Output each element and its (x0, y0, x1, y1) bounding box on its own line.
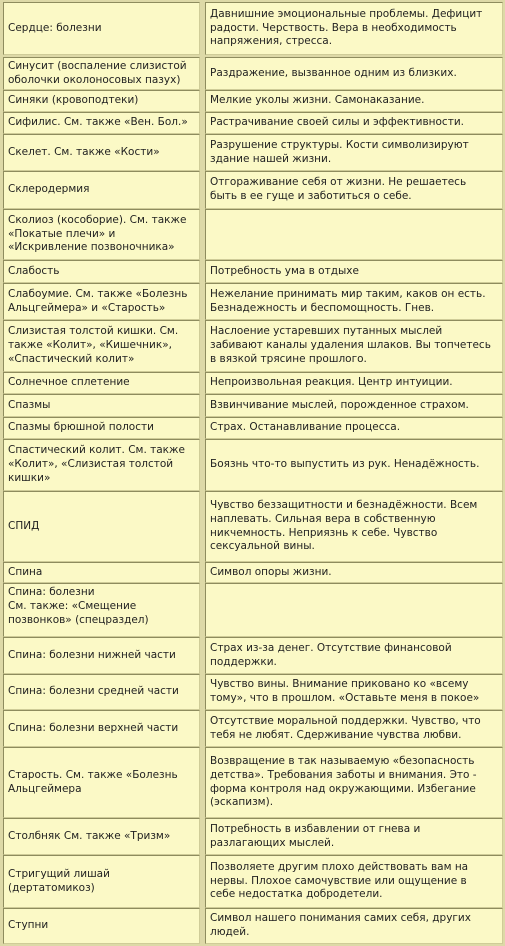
meaning-cell (205, 112, 503, 134)
meaning-text: Мелкие уколы жизни. Самонаказание. (210, 94, 425, 107)
meaning-text: Нежелание принимать мир таким, каков он есть. Безнадежность и беспомощность. Гнев. (210, 287, 486, 314)
term-cell (3, 112, 200, 134)
table-row (0, 394, 505, 417)
table-row (0, 710, 505, 747)
term-text: Спина: болезни нижней части (8, 648, 176, 661)
meaning-cell (205, 583, 503, 637)
meaning-cell (205, 320, 503, 372)
table-row (0, 112, 505, 134)
term-cell (3, 674, 200, 710)
meaning-cell (205, 710, 503, 747)
table-row (0, 562, 505, 583)
term-text: Спастический колит. См. также «Колит», «Слизистая толстой кишки» (8, 444, 185, 484)
term-cell (3, 818, 200, 855)
term-text: Столбняк См. также «Тризм» (8, 829, 171, 842)
term-text: Спина: болезни средней части (8, 685, 179, 698)
table-row (0, 637, 505, 674)
meaning-cell (205, 439, 503, 491)
term-cell (3, 710, 200, 747)
table-row (0, 260, 505, 283)
table-row (0, 908, 505, 944)
meaning-cell (205, 394, 503, 417)
term-text: Сколиоз (кособорие). См. также «Покатые плечи» и «Искривление позвоночника» (8, 213, 187, 254)
meaning-cell (205, 417, 503, 439)
meaning-text: Чувство вины. Внимание приковано ко «всему тому», что в прошлом. «Оставьте меня в покое» (210, 678, 480, 704)
term-cell (3, 394, 200, 417)
table-row (0, 209, 505, 260)
meaning-cell (205, 283, 503, 320)
term-text: Слизистая толстой кишки. См. также «Колит», «Кишечник», «Спастический колит» (8, 325, 179, 365)
meaning-cell (205, 90, 503, 112)
term-text: Склеродермия (8, 183, 90, 196)
meaning-text: Позволяете другим плохо действовать вам на нервы. Плохое самочувствие или ощущение в себе недостатка добродетели. (210, 860, 469, 901)
term-cell (3, 283, 200, 320)
meaning-text: Разрушение структуры. Кости символизируют здание нашей жизни. (210, 138, 469, 165)
table-row (0, 439, 505, 491)
meaning-cell (205, 674, 503, 710)
term-text: Скелет. См. также «Кости» (8, 145, 160, 158)
meaning-cell (205, 491, 503, 562)
term-text: Слабость (8, 264, 60, 277)
table-row (0, 90, 505, 112)
table-row (0, 747, 505, 818)
term-cell (3, 90, 200, 112)
meaning-cell (205, 908, 503, 944)
table-row (0, 283, 505, 320)
table-row (0, 57, 505, 90)
term-text: Синяки (кровоподтеки) (8, 94, 139, 107)
term-text: Слабоумие. См. также «Болезнь Альцгеймера» и «Старость» (8, 287, 188, 314)
meaning-text: Чувство беззащитности и безнадёжности. Всем наплевать. Сильная вера в собственную никчемность. Неприязнь к себе. Чувство сексуальной вины. (210, 498, 478, 553)
term-cell (3, 260, 200, 283)
term-cell (3, 171, 200, 209)
term-cell (3, 908, 200, 944)
term-text: Солнечное сплетение (8, 376, 130, 389)
meaning-text: Непроизвольная реакция. Центр интуиции. (210, 376, 453, 389)
term-cell (3, 747, 200, 818)
term-cell (3, 417, 200, 439)
meaning-cell (205, 818, 503, 855)
meaning-text: Возвращение в так называемую «безопасность детства». Требования заботы и внимания. Это - форма контроля над окружающими. Избегание (эскапизм). (210, 754, 477, 809)
term-text: СПИД (8, 519, 40, 532)
meaning-text: Символ нашего понимания самих себя, других людей. (210, 912, 471, 938)
term-text: Сифилис. См. также «Вен. Бол.» (8, 116, 188, 129)
table-row (0, 134, 505, 171)
meaning-cell (205, 171, 503, 209)
meaning-text: Взвинчивание мыслей, порожденное страхом. (210, 398, 469, 411)
meaning-text: Страх из-за денег. Отсутствие финансовой поддержки. (210, 641, 452, 668)
term-text: Сердце: болезни (8, 21, 102, 34)
meaning-cell (205, 747, 503, 818)
meaning-cell (205, 372, 503, 394)
table-row (0, 417, 505, 439)
table-row (0, 491, 505, 562)
term-text: Спина: болезни верхней части (8, 721, 179, 734)
table-row (0, 171, 505, 209)
term-cell (3, 491, 200, 562)
term-cell (3, 562, 200, 583)
table-row (0, 372, 505, 394)
meaning-cell (205, 134, 503, 171)
term-text: Спина: болезни См. также: «Смещение позвонков» (спецраздел) (8, 586, 149, 626)
table-row (0, 2, 505, 55)
term-cell (3, 372, 200, 394)
term-text: Спазмы брюшной полости (8, 421, 154, 434)
meaning-text: Отсутствие моральной поддержки. Чувство, что тебя не любят. Сдерживание чувства любви. (210, 714, 481, 741)
meaning-text: Потребность в избавлении от гнева и разлагающих мыслей. (210, 822, 421, 849)
term-text: Ступни (8, 919, 49, 932)
table-row (0, 818, 505, 855)
table-row (0, 320, 505, 372)
meaning-text: Раздражение, вызванное одним из близких. (210, 66, 457, 79)
term-cell (3, 209, 200, 260)
term-text: Спина (8, 565, 43, 578)
term-cell (3, 439, 200, 491)
meaning-cell (205, 57, 503, 90)
term-text: Спазмы (8, 398, 51, 411)
meaning-cell (205, 2, 503, 55)
meaning-cell (205, 209, 503, 260)
meaning-cell (205, 855, 503, 908)
meaning-text: Потребность ума в отдыхе (210, 264, 359, 277)
term-text: Старость. См. также «Болезнь Альцгеймера (8, 768, 178, 795)
term-cell (3, 2, 200, 55)
meaning-text: Отгораживание себя от жизни. Не решаетесь быть в ее гуще и заботиться о себе. (210, 176, 467, 202)
term-text: Стригущий лишай (дертатомикоз) (8, 867, 110, 894)
term-text: Синусит (воспаление слизистой оболочки околоносовых пазух) (8, 59, 187, 86)
meaning-cell (205, 562, 503, 583)
term-cell (3, 583, 200, 637)
term-cell (3, 134, 200, 171)
meaning-text: Страх. Останавливание процесса. (210, 421, 401, 434)
term-cell (3, 855, 200, 908)
meaning-text: Символ опоры жизни. (210, 565, 332, 578)
meaning-text: Боязнь что-то выпустить из рук. Ненадёжность. (210, 458, 480, 471)
table-row (0, 583, 505, 637)
term-cell (3, 320, 200, 372)
term-cell (3, 637, 200, 674)
meaning-text: Давнишние эмоциональные проблемы. Дефицит радости. Черствость. Вера в необходимость напряжения, стресса. (210, 7, 483, 48)
meaning-text: Растрачивание своей силы и эффективности. (210, 116, 464, 129)
meaning-cell (205, 637, 503, 674)
meaning-text: Наслоение устаревших путанных мыслей забивают каналы удаления шлаков. Вы топчетесь в вязкой трясине прошлого. (210, 325, 491, 365)
meaning-cell (205, 260, 503, 283)
table-row (0, 674, 505, 710)
term-cell (3, 57, 200, 90)
table-row (0, 855, 505, 908)
